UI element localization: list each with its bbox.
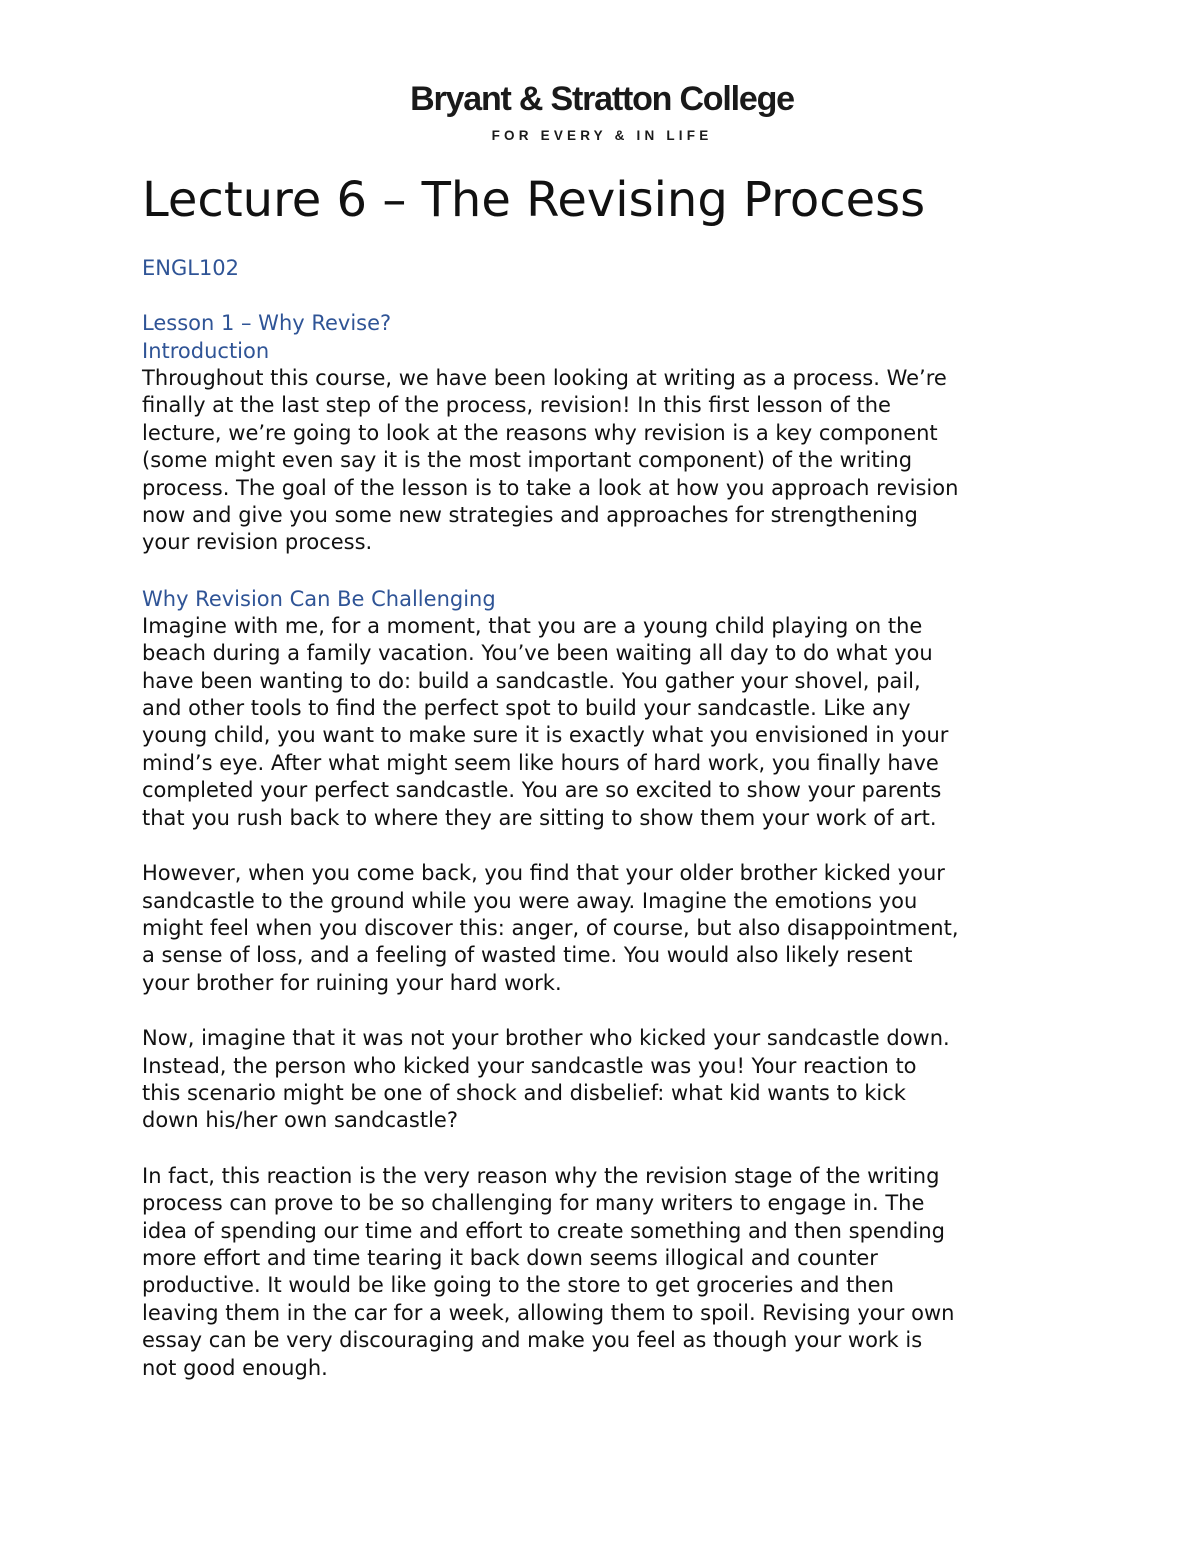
text-line: leaving them in the car for a week, allowing them to spoil. Revising your own (142, 1300, 955, 1325)
text-line: not good enough. (142, 1355, 328, 1380)
text-line: that you rush back to where they are sitting to show them your work of art. (142, 805, 937, 830)
text-line: essay can be very discouraging and make you feel as though your work is (142, 1328, 923, 1353)
text-line: completed your perfect sandcastle. You are so excited to show your parents (142, 778, 942, 803)
text-line: have been wanting to do: build a sandcastle. You gather your shovel, pail, (142, 668, 921, 693)
text-line: Now, imagine that it was not your brother who kicked your sandcastle down. (142, 1026, 950, 1051)
text-line: your brother for ruining your hard work. (142, 970, 562, 995)
text-line: Imagine with me, for a moment, that you are a young child playing on the (142, 613, 923, 638)
text-line: beach during a family vacation. You’ve been waiting all day to do what you (142, 641, 933, 666)
text-line: finally at the last step of the process, revision! In this first lesson of the (142, 393, 891, 418)
text-line: more effort and time tearing it back down seems illogical and counter (142, 1245, 878, 1270)
text-line: idea of spending our time and effort to create something and then spending (142, 1218, 945, 1243)
text-line: lecture, we’re going to look at the reasons why revision is a key component (142, 420, 938, 445)
text-line: However, when you come back, you find that your older brother kicked your (142, 861, 945, 886)
text-line: productive. It would be like going to the store to get groceries and then (142, 1273, 894, 1298)
text-line: your revision process. (142, 530, 373, 555)
text-line: Instead, the person who kicked your sandcastle was you! Your reaction to (142, 1053, 917, 1078)
text-line: process can prove to be so challenging for many writers to engage in. The (142, 1191, 925, 1216)
text-line: and other tools to find the perfect spot to build your sandcastle. Like any (142, 696, 911, 721)
course-code: ENGL102 (142, 256, 240, 280)
text-line: (some might even say it is the most important component) of the writing (142, 448, 913, 473)
text-line: this scenario might be one of shock and disbelief: what kid wants to kick (142, 1080, 906, 1105)
lesson-heading: Lesson 1 – Why Revise? (142, 311, 392, 335)
paragraph-introduction (142, 365, 1072, 557)
text-line: might feel when you discover this: anger, of course, but also disappointment, (142, 915, 959, 940)
section-heading-challenging: Why Revision Can Be Challenging (142, 586, 496, 611)
college-tagline: FOR EVERY & IN LIFE (491, 128, 713, 143)
text-line: a sense of loss, and a feeling of wasted time. You would also likely resent (142, 943, 913, 968)
text-line: process. The goal of the lesson is to take a look at how you approach revision (142, 475, 959, 500)
text-line: In fact, this reaction is the very reason why the revision stage of the writing (142, 1163, 940, 1188)
college-name: Bryant & Stratton College (410, 80, 794, 118)
text-line: Throughout this course, we have been looking at writing as a process. We’re (142, 366, 947, 390)
text-line: mind’s eye. After what might seem like hours of hard work, you finally have (142, 750, 939, 775)
paragraph-sandcastle (142, 613, 1072, 832)
paragraph-in-fact (142, 1163, 1072, 1382)
text-line: now and give you some new strategies and approaches for strengthening (142, 503, 918, 528)
text-line: down his/her own sandcastle? (142, 1108, 458, 1133)
document-title: Lecture 6 – The Revising Process (142, 172, 926, 228)
paragraph-brother (142, 860, 1072, 997)
college-logo (397, 80, 807, 143)
paragraph-yourself (142, 1025, 1072, 1135)
text-line: sandcastle to the ground while you were away. Imagine the emotions you (142, 888, 918, 913)
document-body (142, 168, 1072, 1382)
section-heading-introduction: Introduction (142, 339, 270, 363)
text-line: young child, you want to make sure it is exactly what you envisioned in your (142, 723, 949, 748)
